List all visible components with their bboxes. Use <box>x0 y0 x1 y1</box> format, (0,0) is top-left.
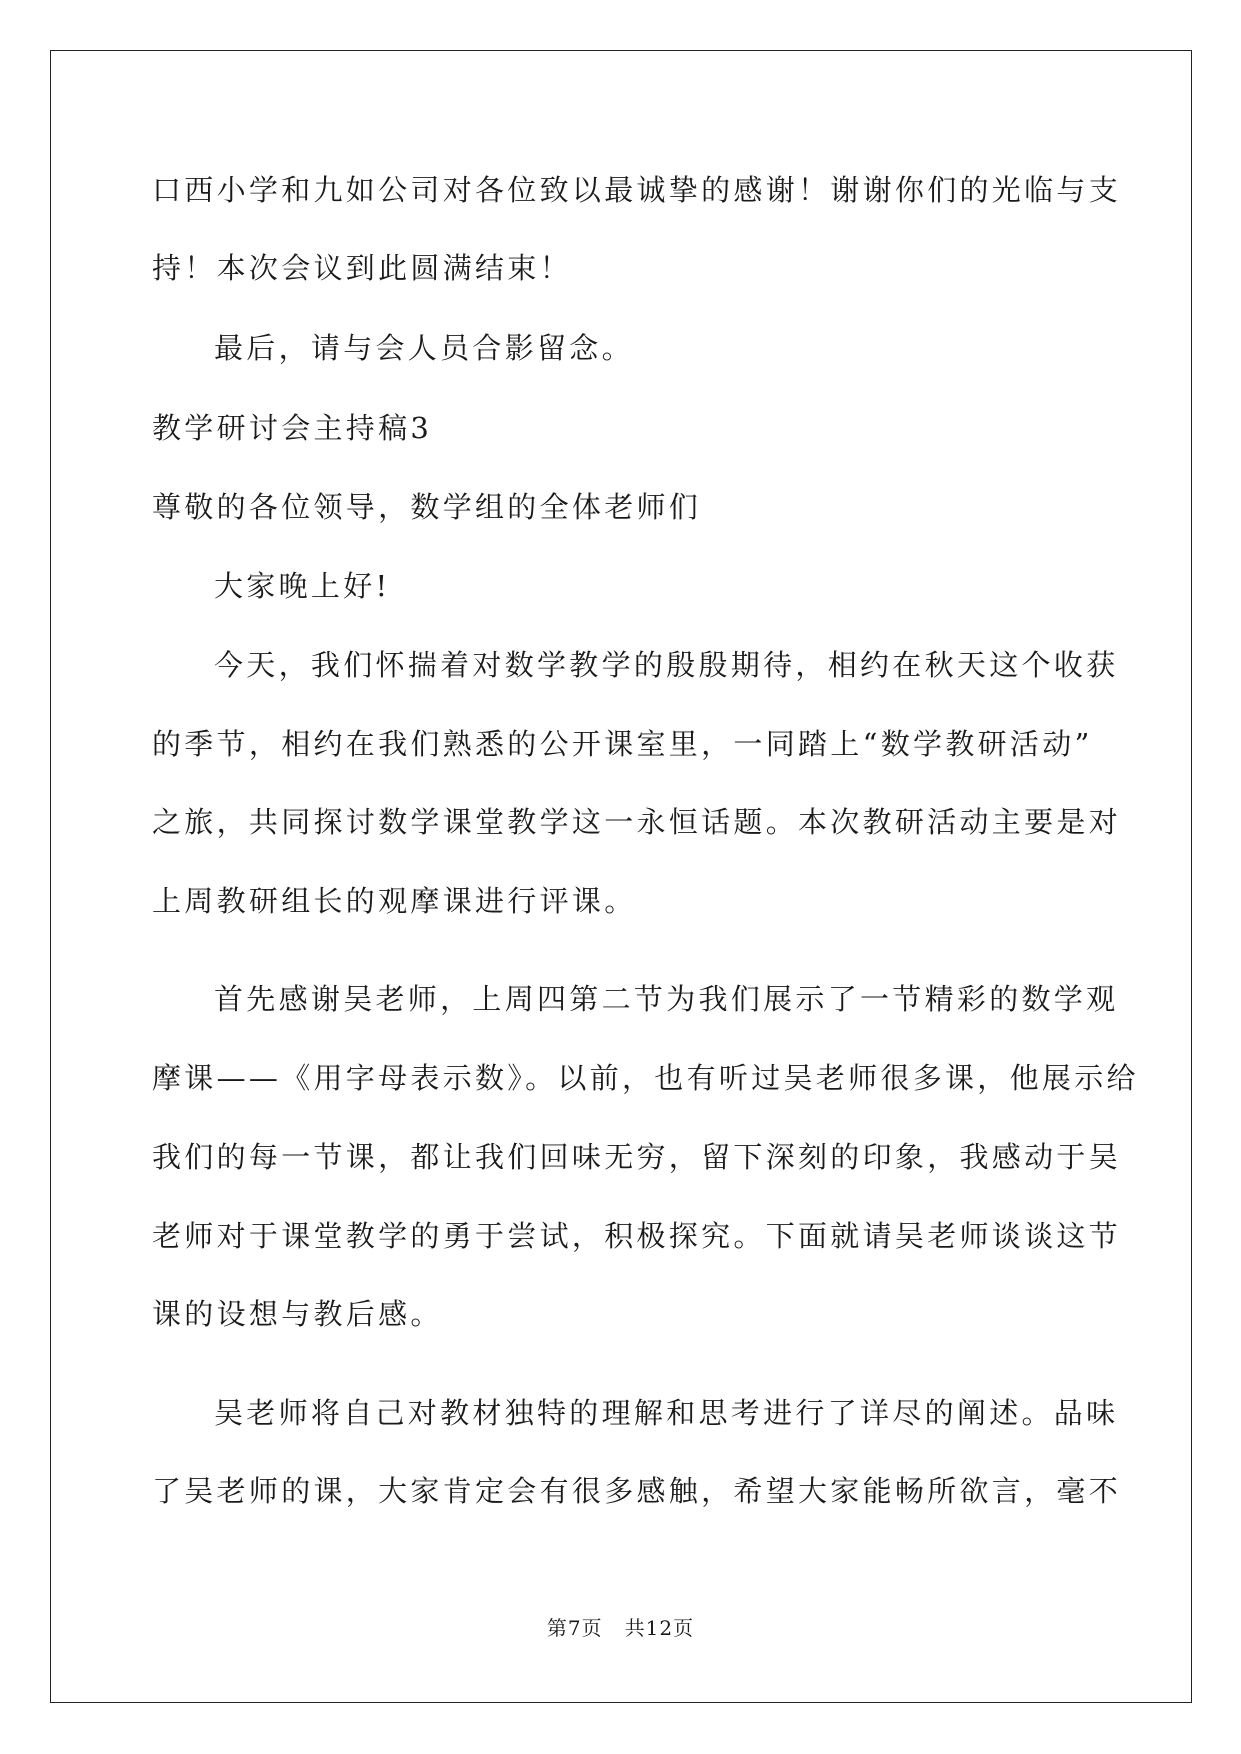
text-line: 最后，请与会人员合影留念。 <box>214 331 634 365</box>
text-line: 持！本次会议到此圆满结束！ <box>152 251 572 285</box>
text-line: 吴老师将自己对教材独特的理解和思考进行了详尽的阐述。品味 <box>214 1396 1119 1430</box>
text-line: 了吴老师的课，大家肯定会有很多感触，希望大家能畅所欲言，毫不 <box>152 1474 1122 1508</box>
text-line: 摩课——《用字母表示数》。以前，也有听过吴老师很多课，他展示给 <box>152 1061 1139 1095</box>
page-border <box>50 50 1192 1703</box>
page-number: 第7页 <box>546 1616 603 1640</box>
text-line: 上周教研组长的观摩课进行评课。 <box>152 884 637 918</box>
text-line: 首先感谢吴老师，上周四第二节为我们展示了一节精彩的数学观 <box>214 982 1119 1016</box>
page-footer <box>0 1616 1241 1640</box>
text-line: 的季节，相约在我们熟悉的公开课室里，一同踏上“数学教研活动” <box>152 727 1093 761</box>
greeting-line: 大家晚上好! <box>214 569 391 603</box>
section-heading: 教学研讨会主持稿3 <box>152 411 433 445</box>
salutation-line: 尊敬的各位领导，数学组的全体老师们 <box>152 490 702 524</box>
text-line: 口西小学和九如公司对各位致以最诚挚的感谢！谢谢你们的光临与支 <box>152 173 1122 207</box>
text-line: 老师对于课堂教学的勇于尝试，积极探究。下面就请吴老师谈谈这节 <box>152 1219 1122 1253</box>
text-line: 之旅，共同探讨数学课堂教学这一永恒话题。本次教研活动主要是对 <box>152 805 1122 839</box>
text-line: 我们的每一节课，都让我们回味无穷，留下深刻的印象，我感动于吴 <box>152 1140 1122 1174</box>
text-line: 课的设想与教后感。 <box>152 1297 443 1331</box>
page-total: 共12页 <box>624 1616 695 1640</box>
text-line: 今天，我们怀揣着对数学教学的殷殷期待，相约在秋天这个收获 <box>214 648 1119 682</box>
